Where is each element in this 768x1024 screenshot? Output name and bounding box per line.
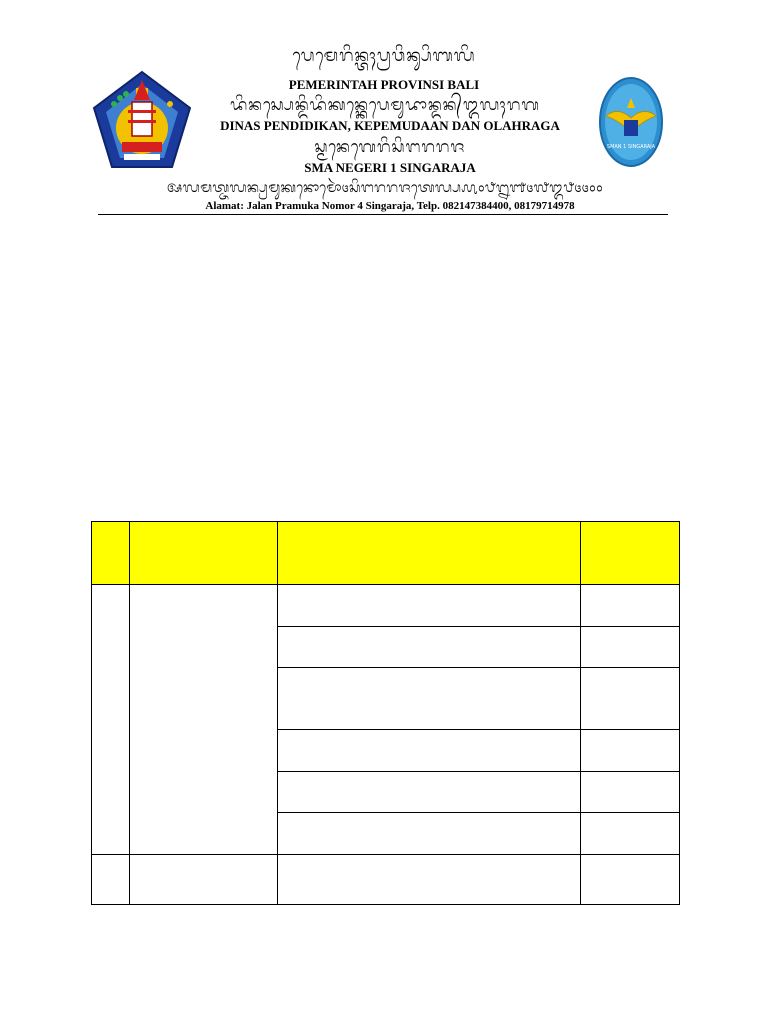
table-cell	[278, 668, 581, 730]
balinese-script-line-1: ᬧᬾᬫᬾᬭᬶᬦ᭄ᬢᬄᬧ᭄ᬭᬯᬶᬦ᭄ᬲᬶᬩᬮᬶ	[292, 46, 476, 66]
table-row	[92, 855, 680, 905]
header-cell	[278, 522, 581, 585]
table-cell	[130, 855, 278, 905]
table-cell	[581, 627, 680, 668]
data-table	[91, 521, 680, 905]
agency-title: DINAS PENDIDIKAN, KEPEMUDAAN DAN OLAHRAGA	[220, 118, 560, 133]
table-cell	[278, 813, 581, 855]
table-cell	[581, 730, 680, 772]
school-title: SMA NEGERI 1 SINGARAJA	[304, 160, 476, 175]
table-cell	[581, 668, 680, 730]
table-cell	[130, 585, 278, 855]
table-cell	[278, 772, 581, 813]
balinese-script-line-3: ᬲ᭄ᬫᬦᬾᬕᬾᬭᬶᬲᬶᬗᬭᬭᬚ	[314, 137, 466, 156]
table-header-row	[92, 522, 680, 585]
header-cell	[581, 522, 680, 585]
table-cell	[92, 855, 130, 905]
header-cell	[92, 522, 130, 585]
table-row	[92, 585, 680, 627]
table-cell	[581, 772, 680, 813]
emblem-caption: SMAN 1 SINGARAJA	[606, 144, 656, 150]
sman1-singaraja-emblem-icon	[598, 76, 664, 168]
letterhead-divider	[98, 214, 668, 215]
address-line: Alamat: Jalan Pramuka Nomor 4 Singaraja, Telp. 082147384400, 08179714978	[205, 200, 575, 212]
table-cell	[278, 730, 581, 772]
table-cell	[278, 855, 581, 905]
balinese-script-line-2: ᬤᬶᬦᬲ᭄ᬧᬾᬦ᭄ᬤᬶᬤᬶᬓᬦ᭄ᬓᬾᬧᬾᬫᬸᬤᬵᬦ᭄ᬤᬦ᭄ᬑᬮᬄᬭᬕ	[230, 95, 540, 114]
table-cell	[278, 627, 581, 668]
letterhead	[0, 0, 768, 220]
table-cell	[92, 585, 130, 855]
table-cell	[278, 585, 581, 627]
table-cell	[581, 585, 680, 627]
table-cell	[581, 855, 680, 905]
header-cell	[130, 522, 278, 585]
province-title: PEMERINTAH PROVINSI BALI	[288, 77, 480, 92]
table-cell	[581, 813, 680, 855]
balinese-script-line-4: ᬅᬮᬫᬢ᭄ᬚᬮᬦ᭄ᬧ᭄ᬭᬫᬸᬓᬦᭀᬫᭀᬃ᭔ᬲᬶᬗᬭᬭᬚᬢᬾᬮ᭄ᬧ᭚᭐᭘᭒᭑᭔᭗᭓᭘᭔᭔᭐᭐	[166, 180, 604, 196]
